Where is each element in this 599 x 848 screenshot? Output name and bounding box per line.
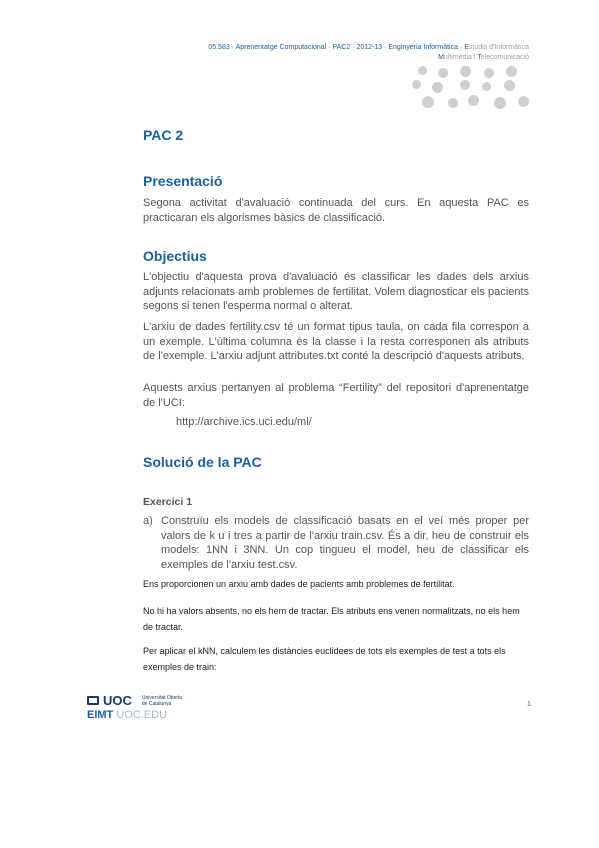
page-header [208, 43, 529, 63]
objectius-p3: Aquests arxius pertanyen al problema “Fertility” del repositori d'aprenentatge de l'UCI: [143, 382, 529, 409]
item-marker: a) [143, 515, 153, 527]
page-number: 1 [527, 701, 531, 708]
uoc-subtitle [142, 695, 182, 707]
header-line2-m: M [438, 54, 444, 61]
item-text: Construïu els models de classificació basats en el veí més proper per valors de k u i tres a partir de l'arxiu train.csv. És a dir, heu de construir els models: 1NN i 3NN. Un cop tingueu el model, heu de classificar els exemples de l'arxiu test.csv. [161, 515, 529, 571]
heading-solucio: Solució de la PAC [143, 454, 262, 470]
exercise-item-a [143, 514, 529, 572]
heading-presentacio: Presentació [143, 173, 223, 189]
uoc-text: UOC [103, 693, 132, 708]
answer-p2: No hi ha valors absents, no els hem de tractar. Els atributs ens venen normalitzats, no els hem de tractar. [143, 606, 520, 632]
header-line1-gray: studis d'Informàtica [468, 44, 529, 51]
presentacio-text: Segona activitat d'avaluació continuada del curs. En aquesta PAC es practicaran els algorismes bàsics de classificació. [143, 197, 529, 224]
eimt-sub: UOC.EDU [113, 709, 168, 721]
eimt-text: EIMT [87, 709, 114, 721]
uoc-mark-icon [87, 696, 99, 705]
eimt-logo [87, 709, 182, 721]
exercici-title: Exercici 1 [143, 496, 193, 508]
uci-url: http://archive.ics.uci.edu/ml/ [176, 416, 312, 428]
header-line1-blue: 05.583 · Aprenentatge Computacional · PAC2 · 2012-13 · Enginyeria Informàtica · E [208, 44, 469, 51]
footer-logo [87, 693, 182, 721]
uoc-logo [87, 693, 182, 708]
header-dots-decoration [410, 66, 535, 116]
uoc-sub2: de Catalunya [141, 700, 172, 707]
page-title: PAC 2 [143, 127, 184, 143]
objectius-p1: L'objectiu d'aquesta prova d'avaluació és classificar les dades dels arxius adjunts relacionats amb problemes de fertilitat. Volem diagnosticar els pacients segons si tenen l'esperma normal o alterat. [143, 271, 529, 313]
heading-objectius: Objectius [143, 248, 207, 264]
answer-p3: Per aplicar el kNN, calculem les distàncies euclidees de tots els exemples de test a tots els exemples de train: [143, 646, 506, 672]
answer-p1: Ens proporcionen un arxiu amb dades de pacients amb problemes de fertilitat. [143, 579, 455, 589]
header-line2-gray2: elecomunicació [480, 54, 529, 61]
uoc-sub1: Universitat Oberta [141, 694, 183, 701]
objectius-p2: L'arxiu de dades fertility.csv té un format tipus taula, on cada fila correspon a un exemple. L'última columna és la classe i la resta corresponen als atributs de l'exemple. L'arxiu adjunt attributes.txt conté la descripció d'aquests atributs. [143, 321, 529, 363]
header-line2-gray1: ultimèdia i [443, 54, 478, 61]
header-line2-t: T [477, 54, 481, 61]
